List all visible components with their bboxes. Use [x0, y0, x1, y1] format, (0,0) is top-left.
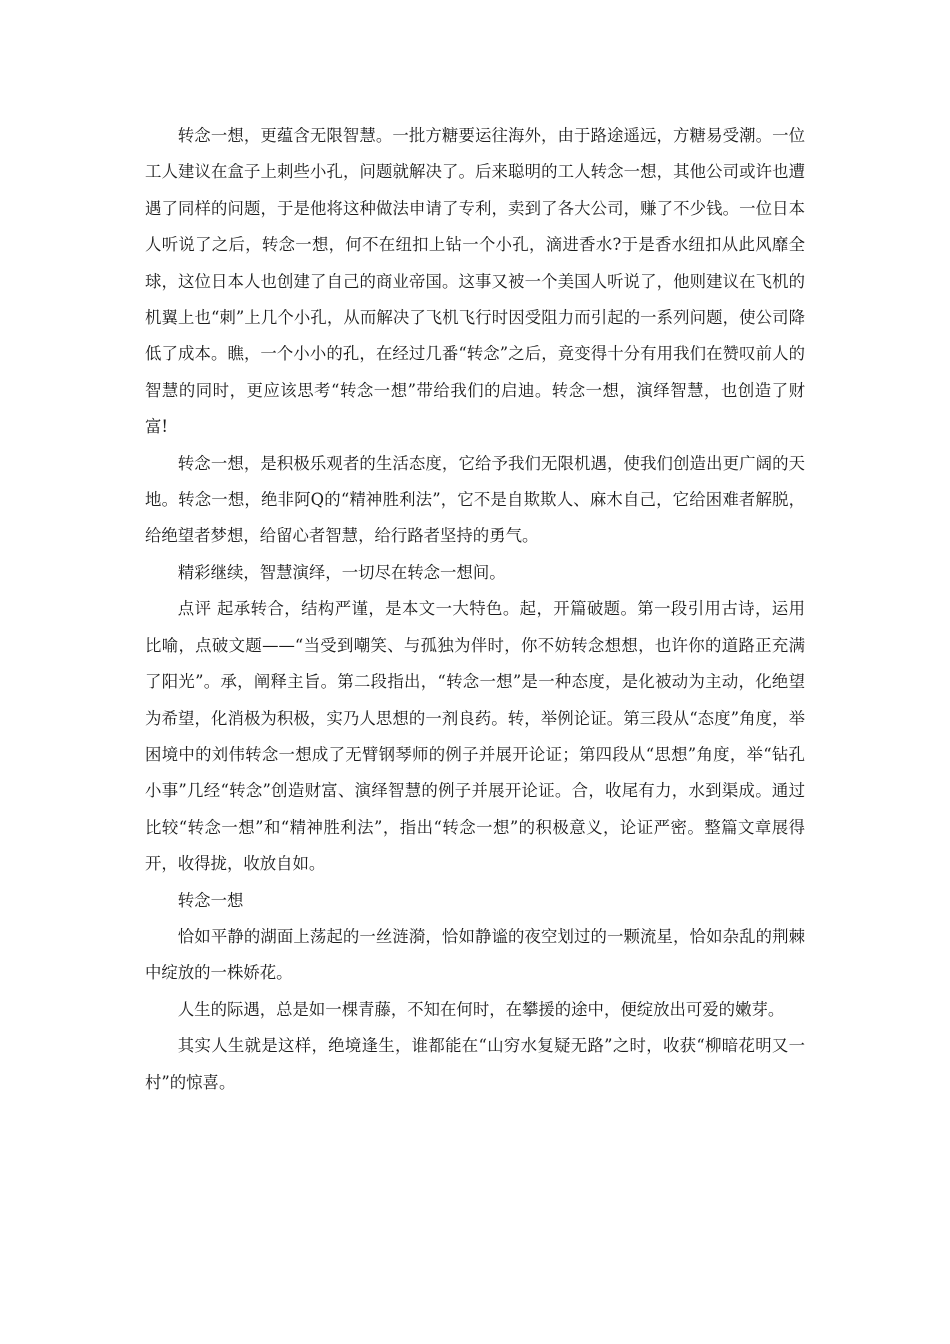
paragraph-conclusion: 精彩继续，智慧演绎，一切尽在转念一想间。	[177, 562, 506, 582]
paragraph-reversal: 其实人生就是这样，绝境逢生，谁都能在“山穷水复疑无路”之时，收获“柳暗花明又一村”的惊喜。	[145, 1036, 805, 1092]
paragraph-attitude: 转念一想，是积极乐观者的生活态度，它给予我们无限机遇，使我们创造出更广阔的天地。转念一想，绝非阿Q的“精神胜利法”，它不是自欺欺人、麻木自己，它给困难者解脱，给绝望者梦想，给留心者智慧，给行路者坚持的勇气。	[145, 453, 805, 546]
paragraph-commentary: 点评 起承转合，结构严谨，是本文一大特色。起，开篇破题。第一段引用古诗，运用比喻，点破文题——“当受到嘲笑、与孤独为伴时，你不妨转念想想，也许你的道路正充满了阳光”。承，阐释主旨。第二段指出，“转念一想”是一种态度，是化被动为主动，化绝望为希望，化消极为积极，实乃人思想的一剂良药。转，举例论证。第三段从“态度”角度，举困境中的刘伟转念一想成了无臂钢琴师的例子并展开论证；第四段从“思想”角度，举“钻孔小事”几经“转念”创造财富、演绎智慧的例子并展开论证。合，收尾有力，水到渠成。通过比较“转念一想”和“精神胜利法”，指出“转念一想”的积极意义，论证严密。整篇文章展得开，收得拢，收放自如。	[145, 599, 805, 874]
paragraph-life: 人生的际遇，总是如一棵青藤，不知在何时，在攀援的途中，便绽放出可爱的嫩芽。	[177, 999, 785, 1019]
paragraph-opening: 恰如平静的湖面上荡起的一丝涟漪，恰如静谧的夜空划过的一颗流星，恰如杂乱的荆棘中绽放的一株娇花。	[145, 926, 805, 983]
paragraph-wisdom: 转念一想，更蕴含无限智慧。一批方糖要运往海外，由于路途遥远，方糖易受潮。一位工人建议在盒子上刺些小孔，问题就解决了。后来聪明的工人转念一想，其他公司或许也遭遇了同样的问题，于是他将这种做法申请了专利，卖到了各大公司，赚了不少钱。一位日本人听说了之后，转念一想，何不在纽扣上钻一个小孔，滴进香水?于是香水纽扣从此风靡全球，这位日本人也创建了自己的商业帝国。这事又被一个美国人听说了，他则建议在飞机的机翼上也“刺”上几个小孔，从而解决了飞机飞行时因受阻力而引起的一系列问题，使公司降低了成本。瞧，一个小小的孔，在经过几番“转念”之后，竟变得十分有用我们在赞叹前人的智慧的同时，更应该思考“转念一想”带给我们的启迪。转念一想，演绎智慧，也创造了财富!	[145, 126, 805, 437]
essay-title: 转念一想	[177, 890, 244, 910]
document-body	[145, 118, 805, 1101]
